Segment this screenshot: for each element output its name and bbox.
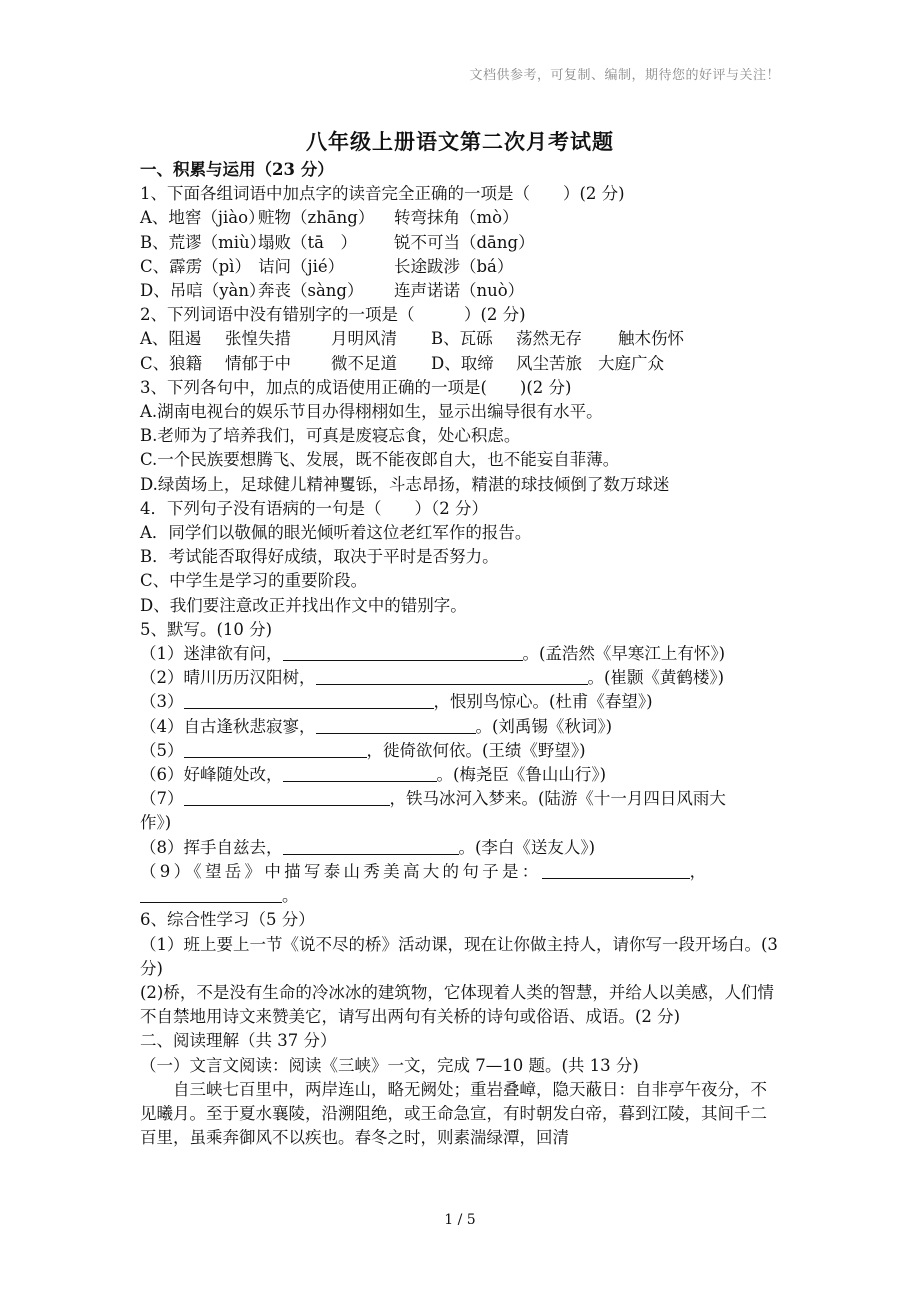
dictation-text: （5） (140, 740, 184, 760)
page-title: 八年级上册语文第二次月考试题 (306, 129, 614, 154)
dictation-source: 。(孟浩然《早寒江上有怀》) (522, 644, 726, 664)
dictation-text: （9）《望岳》中描写泰山秀美高大的句子是： (140, 861, 542, 881)
option-part: 微不足道 (331, 353, 397, 373)
reading-1-heading: （一）文言文阅读：阅读《三峡》一文，完成 7—10 题。(共 13 分) (140, 1055, 639, 1075)
option-part: 锐不可当（dāng） (394, 232, 535, 252)
document-body (140, 158, 780, 1150)
reading-1-passage: 自三峡七百里中，两岸连山，略无阙处；重岩叠嶂，隐天蔽日：自非亭午夜分，不见曦月。至于夏水襄陵，沿溯阻绝，或王命急宣，有时朝发白帝，暮到江陵，其间千二百里，虽乘奔御风不以疾也。春冬之时，则素湍绿潭，回清 (140, 1079, 767, 1148)
answer-blank[interactable] (184, 692, 434, 709)
dictation-line-4 (140, 715, 780, 739)
option-part: 风尘苦旅 (516, 353, 582, 373)
question-4-stem: 4．下列句子没有语病的一句是（ ）（2 分） (140, 498, 488, 518)
option-part: 长途跋涉（bá） (394, 256, 514, 276)
dictation-text: （7） (140, 789, 184, 809)
question-3-stem: 3、下列各句中，加点的成语使用正确的一项是( )(2 分) (140, 377, 572, 397)
option-part: C、狼籍 (140, 353, 203, 373)
dictation-line-8 (140, 836, 780, 860)
option-part: 诘问（jié） (258, 256, 345, 276)
option-part: 月明风清 (331, 329, 397, 349)
dictation-punct: ， (689, 861, 710, 881)
question-1-stem: 1、下面各组词语中加点字的读音完全正确的一项是（ ）(2 分) (140, 184, 625, 204)
answer-blank[interactable] (140, 886, 282, 903)
answer-blank[interactable] (316, 668, 588, 685)
question-2-options-ab (140, 327, 780, 351)
question-4-option-c: C、中学生是学习的重要阶段。 (140, 571, 368, 591)
option-part: 赃物（zhāng） (258, 208, 375, 228)
question-6-part-1: （1）班上要上一节《说不尽的桥》活动课，现在让你做主持人，请你写一段开场白。(3 分) (140, 934, 778, 978)
option-part: 塌败（tā ） (258, 232, 357, 252)
dictation-text: （1）迷津欲有问， (140, 644, 283, 664)
dictation-line-5 (140, 739, 780, 763)
dictation-line-7-cont: 作》) (140, 813, 172, 833)
question-2-options-cd (140, 352, 780, 376)
question-1-option-d (140, 279, 780, 303)
option-part: D、吊唁（yàn） (140, 281, 266, 301)
dictation-source: ，徙倚欲何依。(王绩《野望》) (366, 740, 586, 760)
header-note: 文档供参考，可复制、编制，期待您的好评与关注！ (469, 68, 780, 83)
answer-blank[interactable] (184, 741, 367, 758)
question-3-option-d: D.绿茵场上，足球健儿精神矍铄，斗志昂扬，精湛的球技倾倒了数万球迷 (140, 474, 670, 494)
option-part: A、地窖（jiào） (140, 208, 265, 228)
option-part: 张惶失措 (225, 329, 291, 349)
question-1-option-b (140, 231, 780, 255)
dictation-text: （8）挥手自兹去， (140, 837, 283, 857)
dictation-source: ，铁马冰河入梦来。(陆游《十一月四日风雨大 (389, 789, 726, 809)
question-1-option-a (140, 206, 780, 230)
answer-blank[interactable] (316, 717, 476, 734)
dictation-line-3 (140, 690, 780, 714)
option-part: 奔丧（sàng） (258, 281, 364, 301)
dictation-punct: 。 (282, 886, 299, 906)
answer-blank[interactable] (542, 862, 690, 879)
question-6-part-2: (2)桥，不是没有生命的冷冰冰的建筑物，它体现着人类的智慧，并给人以美感，人们情不自禁地用诗文来赞美它，请写出两句有关桥的诗句或俗语、成语。(2 分) (140, 982, 774, 1027)
option-part: D、取缔 (431, 353, 494, 373)
option-part: 大庭广众 (598, 353, 664, 373)
option-part: 转弯抹角（mò） (394, 208, 519, 228)
answer-blank[interactable] (283, 644, 523, 661)
question-1-option-c (140, 255, 780, 279)
option-part: B、荒谬（miù） (140, 232, 267, 252)
dictation-source: 。(梅尧臣《鲁山山行》) (436, 765, 607, 785)
dictation-text: （6）好峰随处改， (140, 765, 283, 785)
option-part: 荡然无存 (516, 329, 582, 349)
dictation-line-1 (140, 642, 780, 666)
option-part: 连声诺诺（nuò） (394, 281, 525, 301)
option-part: C、霹雳（pì） (140, 256, 251, 276)
question-6-stem: 6、综合性学习（5 分） (140, 910, 315, 930)
dictation-source: 。(崔颢《黄鹤楼》) (587, 668, 725, 688)
option-part: B、瓦砾 (431, 329, 493, 349)
dictation-line-6 (140, 763, 780, 787)
dictation-line-2 (140, 666, 780, 690)
question-5-stem: 5、默写。(10 分) (140, 619, 273, 639)
dictation-source: 。(李白《送友人》) (458, 837, 596, 857)
dictation-text: （4）自古逢秋悲寂寥， (140, 716, 316, 736)
dictation-source: 。(刘禹锡《秋词》) (475, 716, 613, 736)
question-3-option-b: B.老师为了培养我们，可真是废寝忘食，处心积虑。 (140, 426, 521, 446)
dictation-text: （2）晴川历历汉阳树， (140, 668, 316, 688)
question-4-option-b: B．考试能否取得好成绩，取决于平时是否努力。 (140, 547, 499, 567)
section-heading-1: 一、积累与运用（23 分） (140, 160, 334, 179)
section-heading-2: 二、阅读理解（共 37 分） (140, 1031, 337, 1051)
question-2-stem: 2、下列词语中没有错别字的一项是（ ）(2 分) (140, 305, 526, 325)
answer-blank[interactable] (283, 838, 459, 855)
dictation-text: （3） (140, 692, 184, 712)
question-3-option-c: C.一个民族要想腾飞、发展，既不能夜郎自大，也不能妄自菲薄。 (140, 450, 620, 470)
dictation-line-9 (140, 860, 780, 884)
option-part: A、阻遏 (140, 329, 202, 349)
dictation-source: ，恨别鸟惊心。(杜甫《春望》) (433, 692, 653, 712)
question-4-option-d: D、我们要注意改正并找出作文中的错别字。 (140, 595, 467, 615)
page-number: 1 / 5 (444, 1212, 476, 1228)
option-part: 触木伤怀 (618, 329, 684, 349)
option-part: 情郁于中 (225, 353, 291, 373)
question-4-option-a: A．同学们以敬佩的眼光倾听着这位老红军作的报告。 (140, 523, 532, 543)
answer-blank[interactable] (184, 789, 390, 806)
question-3-option-a: A.湖南电视台的娱乐节目办得栩栩如生，显示出编导很有水平。 (140, 402, 603, 422)
dictation-line-9-cont (140, 884, 780, 908)
answer-blank[interactable] (283, 765, 437, 782)
dictation-line-7 (140, 787, 780, 811)
